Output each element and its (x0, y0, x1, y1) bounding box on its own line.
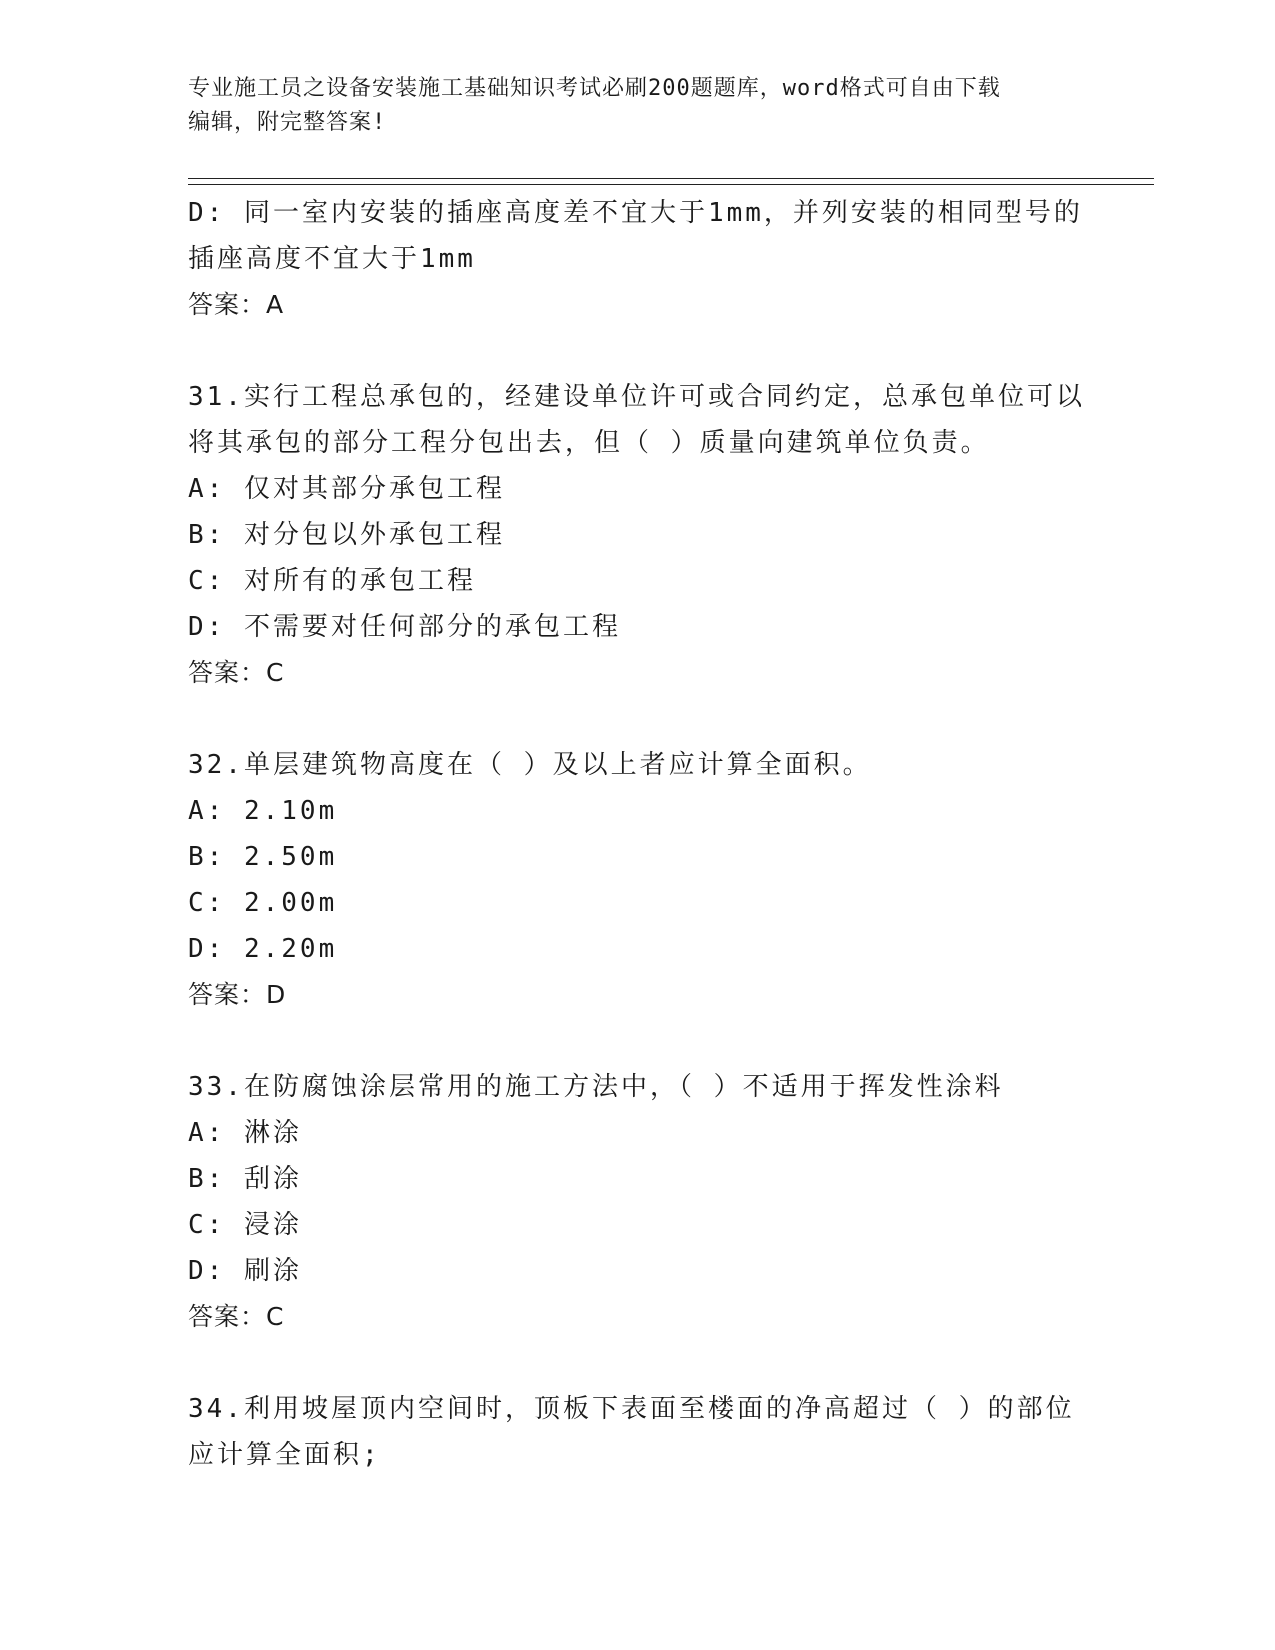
question-stem: 31.实行工程总承包的，经建设单位许可或合同约定，总承包单位可以 (188, 382, 1085, 412)
document-body (188, 190, 1088, 1478)
option-d: D: 2.20m (188, 934, 338, 964)
option-d: D: 不需要对任何部分的承包工程 (188, 612, 621, 642)
question-32 (188, 742, 1088, 1018)
question-stem: 33.在防腐蚀涂层常用的施工方法中，（ ）不适用于挥发性涂料 (188, 1072, 1004, 1102)
option-a: A: 2.10m (188, 796, 338, 826)
spacer (188, 696, 1088, 742)
option-b: B: 对分包以外承包工程 (188, 520, 505, 550)
question-34 (188, 1386, 1088, 1478)
option-c: C: 2.00m (188, 888, 338, 918)
option-d: D: 同一室内安装的插座高度差不宜大于1mm，并列安装的相同型号的 (188, 198, 1083, 228)
question-stem: 34.利用坡屋顶内空间时，顶板下表面至楼面的净高超过（ ）的部位 (188, 1394, 1075, 1424)
spacer (188, 1340, 1088, 1386)
answer: 答案：D (188, 980, 287, 1009)
header-line-2: 编辑，附完整答案! (188, 110, 387, 135)
option-d: D: 刷涂 (188, 1256, 302, 1286)
question-stem-continued: 应计算全面积; (188, 1440, 381, 1470)
answer: 答案：A (188, 290, 285, 319)
spacer (188, 328, 1088, 374)
question-stem-continued: 将其承包的部分工程分包出去，但（ ）质量向建筑单位负责。 (188, 428, 990, 458)
question-33 (188, 1064, 1088, 1340)
question-31 (188, 374, 1088, 696)
option-c: C: 浸涂 (188, 1210, 302, 1240)
spacer (188, 1018, 1088, 1064)
answer: 答案：C (188, 658, 285, 687)
question-stem: 32.单层建筑物高度在（ ）及以上者应计算全面积。 (188, 750, 872, 780)
answer: 答案：C (188, 1302, 285, 1331)
header-rule-bottom (188, 184, 1154, 185)
option-c: C: 对所有的承包工程 (188, 566, 476, 596)
option-b: B: 2.50m (188, 842, 338, 872)
prev-question-tail (188, 190, 1088, 328)
header-line-1: 专业施工员之设备安装施工基础知识考试必刷200题题库，word格式可自由下载 (188, 76, 1001, 101)
option-a: A: 淋涂 (188, 1118, 302, 1148)
option-b: B: 刮涂 (188, 1164, 302, 1194)
option-a: A: 仅对其部分承包工程 (188, 474, 505, 504)
header-rule-top (188, 178, 1154, 179)
option-d-continued: 插座高度不宜大于1mm (188, 244, 476, 274)
document-header (188, 72, 1088, 140)
